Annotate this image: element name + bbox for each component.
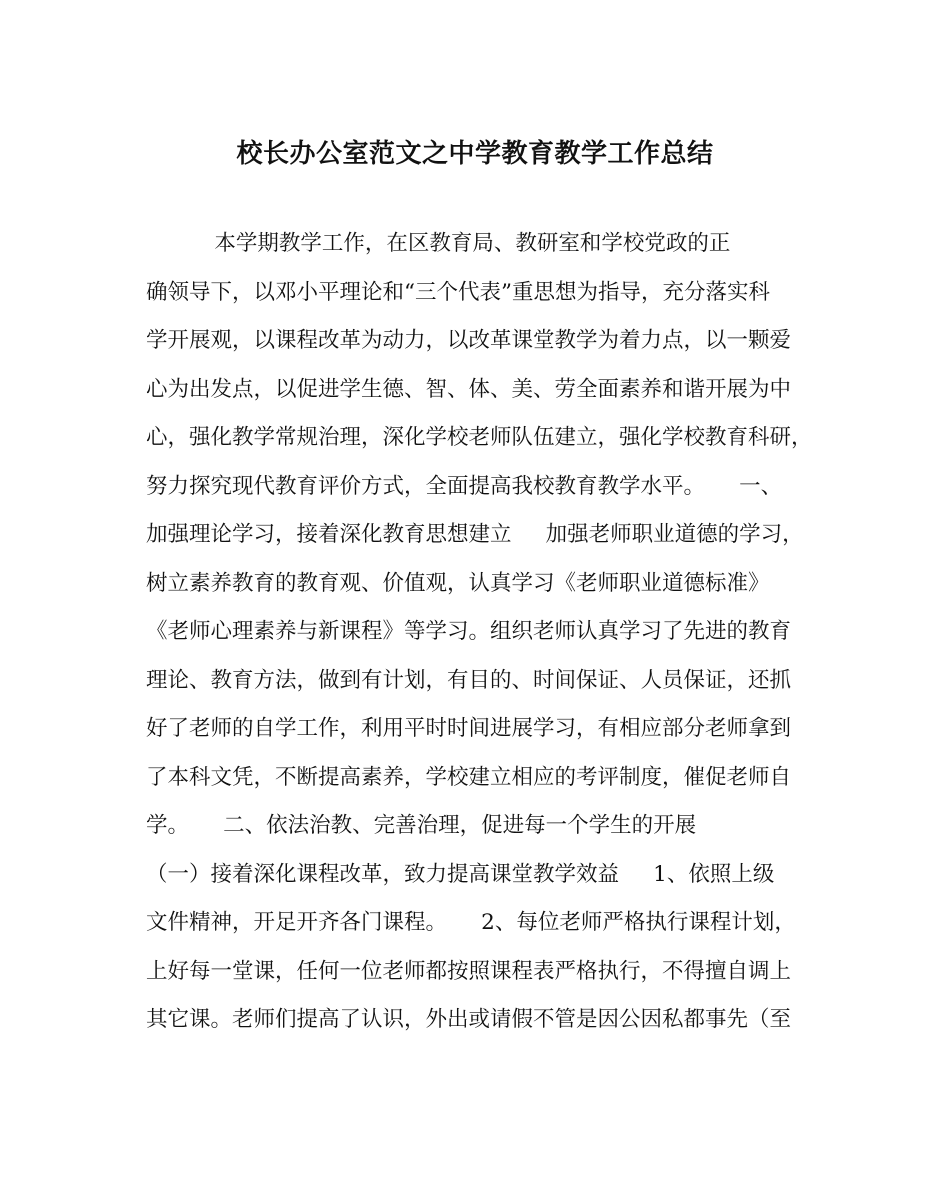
body-line: 好了老师的自学工作，利用平时时间进展学习，有相应部分老师拿到 [146, 716, 792, 741]
body-line: 加强理论学习，接着深化教育思想建立 加强老师职业道德的学习， [146, 522, 804, 547]
body-line: 学。 二、依法治教、完善治理，促进每一个学生的开展 [146, 813, 697, 838]
body-line: 理论、教育方法，做到有计划，有目的、时间保证、人员保证，还抓 [146, 667, 792, 693]
body-line: 心，强化教学常规治理，深化学校老师队伍建立，强化学校教育科研， [146, 425, 813, 450]
body-line: 了本科文凭，不断提高素养，学校建立相应的考评制度，催促老师自 [146, 764, 792, 790]
body-line: 《老师心理素养与新课程》等学习。组织老师认真学习了先进的教育 [146, 619, 792, 644]
body-line: 树立素养教育的教育观、价值观，认真学习《老师职业道德标准》 [146, 570, 770, 596]
body-line: 确领导下，以邓小平理论和“三个代表”重思想为指导，充分落实科 [146, 279, 770, 305]
body-line: 上好每一堂课，任何一位老师都按照课程表严格执行，不得擅自调上 [146, 958, 792, 984]
body-line: 心为出发点，以促进学生德、智、体、美、劳全面素养和谐开展为中 [146, 376, 792, 402]
body-line: 文件精神，开足开齐各门课程。 2、每位老师严格执行课程计划， [146, 910, 796, 935]
body-line: 其它课。老师们提高了认识，外出或请假不管是因公因私都事先（至 [146, 1007, 792, 1032]
document-title: 校长办公室范文之中学教育教学工作总结 [236, 139, 714, 169]
body-line: 本学期教学工作，在区教育局、教研室和学校党政的正 [146, 231, 731, 256]
body-line: （一）接着深化课程改革，致力提高课堂教学效益 1、依照上级 [146, 861, 775, 887]
body-line: 努力探究现代教育评价方式，全面提高我校教育教学水平。 一、 [146, 473, 783, 499]
document-body [146, 220, 826, 1045]
body-line: 学开展观，以课程改革为动力，以改革课堂教学为着力点，以一颗爱 [146, 328, 792, 353]
